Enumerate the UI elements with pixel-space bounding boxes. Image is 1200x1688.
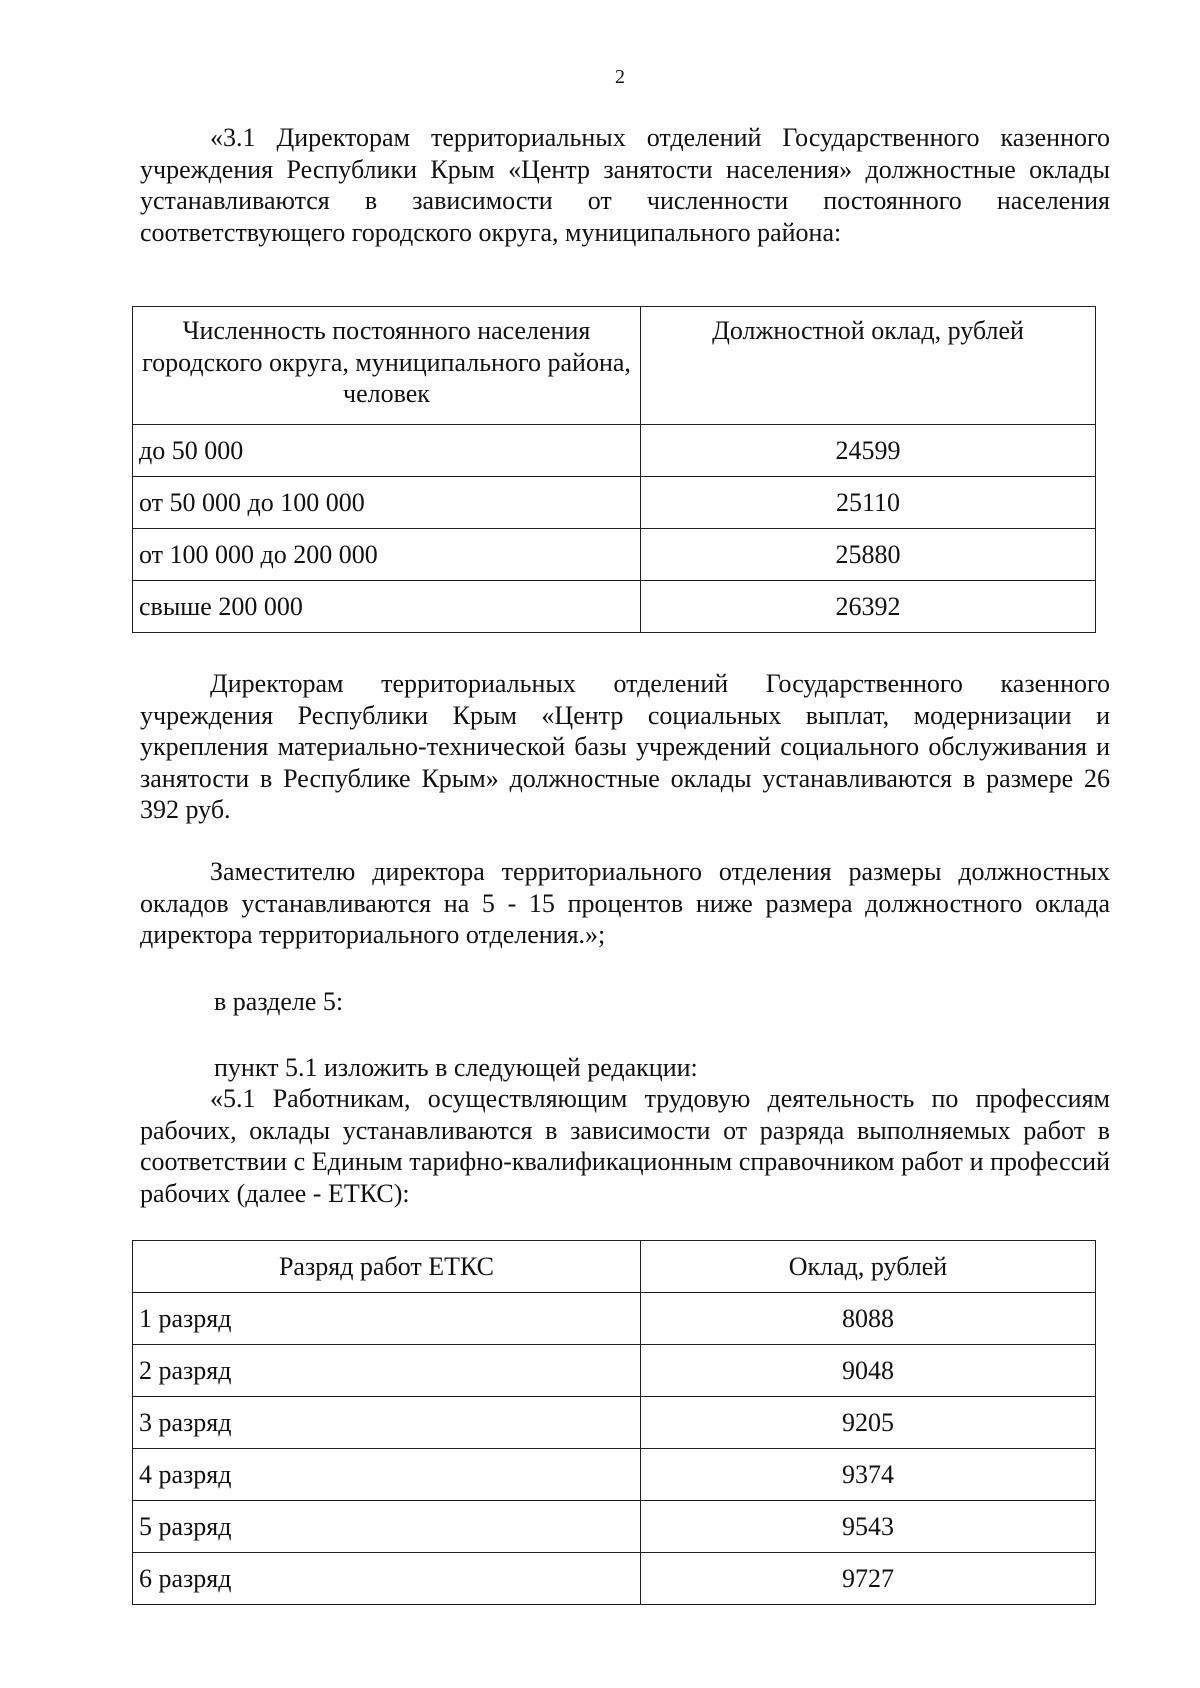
salary-value: 25880 [641, 529, 1096, 581]
population-range: до 50 000 [133, 425, 641, 477]
paragraph-5-1: «5.1 Работникам, осуществляющим трудовую деятельность по профессиям рабочих, оклады устанавливаются в зависимости от разряда выполняемых работ в соответствии с Единым тарифно-квалификационным справочником работ и профессий рабочих (далее - ЕТКС): [140, 1084, 1110, 1208]
salary-value: 9543 [641, 1501, 1096, 1553]
page-number: 2 [615, 66, 625, 88]
item-5-1-intro: пункт 5.1 изложить в следующей редакции: [214, 1053, 698, 1082]
grade-label: 3 разряд [133, 1397, 641, 1449]
section-5-heading: в разделе 5: [214, 987, 344, 1016]
salary-value: 9205 [641, 1397, 1096, 1449]
salary-by-population-table [132, 306, 1096, 633]
header-salary: Должностной оклад, рублей [641, 307, 1096, 425]
table-row [133, 581, 1096, 633]
salary-value: 24599 [641, 425, 1096, 477]
salary-value: 26392 [641, 581, 1096, 633]
grade-label: 2 разряд [133, 1345, 641, 1397]
salary-by-grade-table [132, 1240, 1096, 1605]
table-header-row [133, 307, 1096, 425]
table-row [133, 1449, 1096, 1501]
salary-value: 25110 [641, 477, 1096, 529]
table-row [133, 1501, 1096, 1553]
table-row [133, 477, 1096, 529]
header-population: Численность постоянного населения городского округа, муниципального района, человек [133, 307, 641, 425]
grade-label: 4 разряд [133, 1449, 641, 1501]
paragraph-social-payments-center: Директорам территориальных отделений Государственного казенного учреждения Республики Крым «Центр социальных выплат, модернизации и укрепления материально-технической базы учреждений социального обслуживания и занятости в Республике Крым» должностные оклады устанавливаются в размере 26 392 руб. [140, 669, 1110, 824]
salary-value: 9048 [641, 1345, 1096, 1397]
grade-label: 6 разряд [133, 1553, 641, 1605]
paragraph-deputy-director: Заместителю директора территориального отделения размеры должностных окладов устанавливаются на 5 - 15 процентов ниже размера должностного оклада директора территориального отделения.»; [140, 857, 1110, 949]
table-header-row [133, 1241, 1096, 1293]
population-range: свыше 200 000 [133, 581, 641, 633]
table-row [133, 1293, 1096, 1345]
salary-value: 9374 [641, 1449, 1096, 1501]
table-row [133, 1397, 1096, 1449]
salary-value: 8088 [641, 1293, 1096, 1345]
salary-value: 9727 [641, 1553, 1096, 1605]
table-row [133, 529, 1096, 581]
grade-label: 1 разряд [133, 1293, 641, 1345]
population-range: от 100 000 до 200 000 [133, 529, 641, 581]
header-salary: Оклад, рублей [641, 1241, 1096, 1293]
paragraph-3-1: «3.1 Директорам территориальных отделений Государственного казенного учреждения Республики Крым «Центр занятости населения» должностные оклады устанавливаются в зависимости от численности постоянного населения соответствующего городского округа, муниципального района: [140, 123, 1110, 247]
header-grade: Разряд работ ЕТКС [133, 1241, 641, 1293]
table-row [133, 1345, 1096, 1397]
table-row [133, 1553, 1096, 1605]
grade-label: 5 разряд [133, 1501, 641, 1553]
population-range: от 50 000 до 100 000 [133, 477, 641, 529]
table-row [133, 425, 1096, 477]
